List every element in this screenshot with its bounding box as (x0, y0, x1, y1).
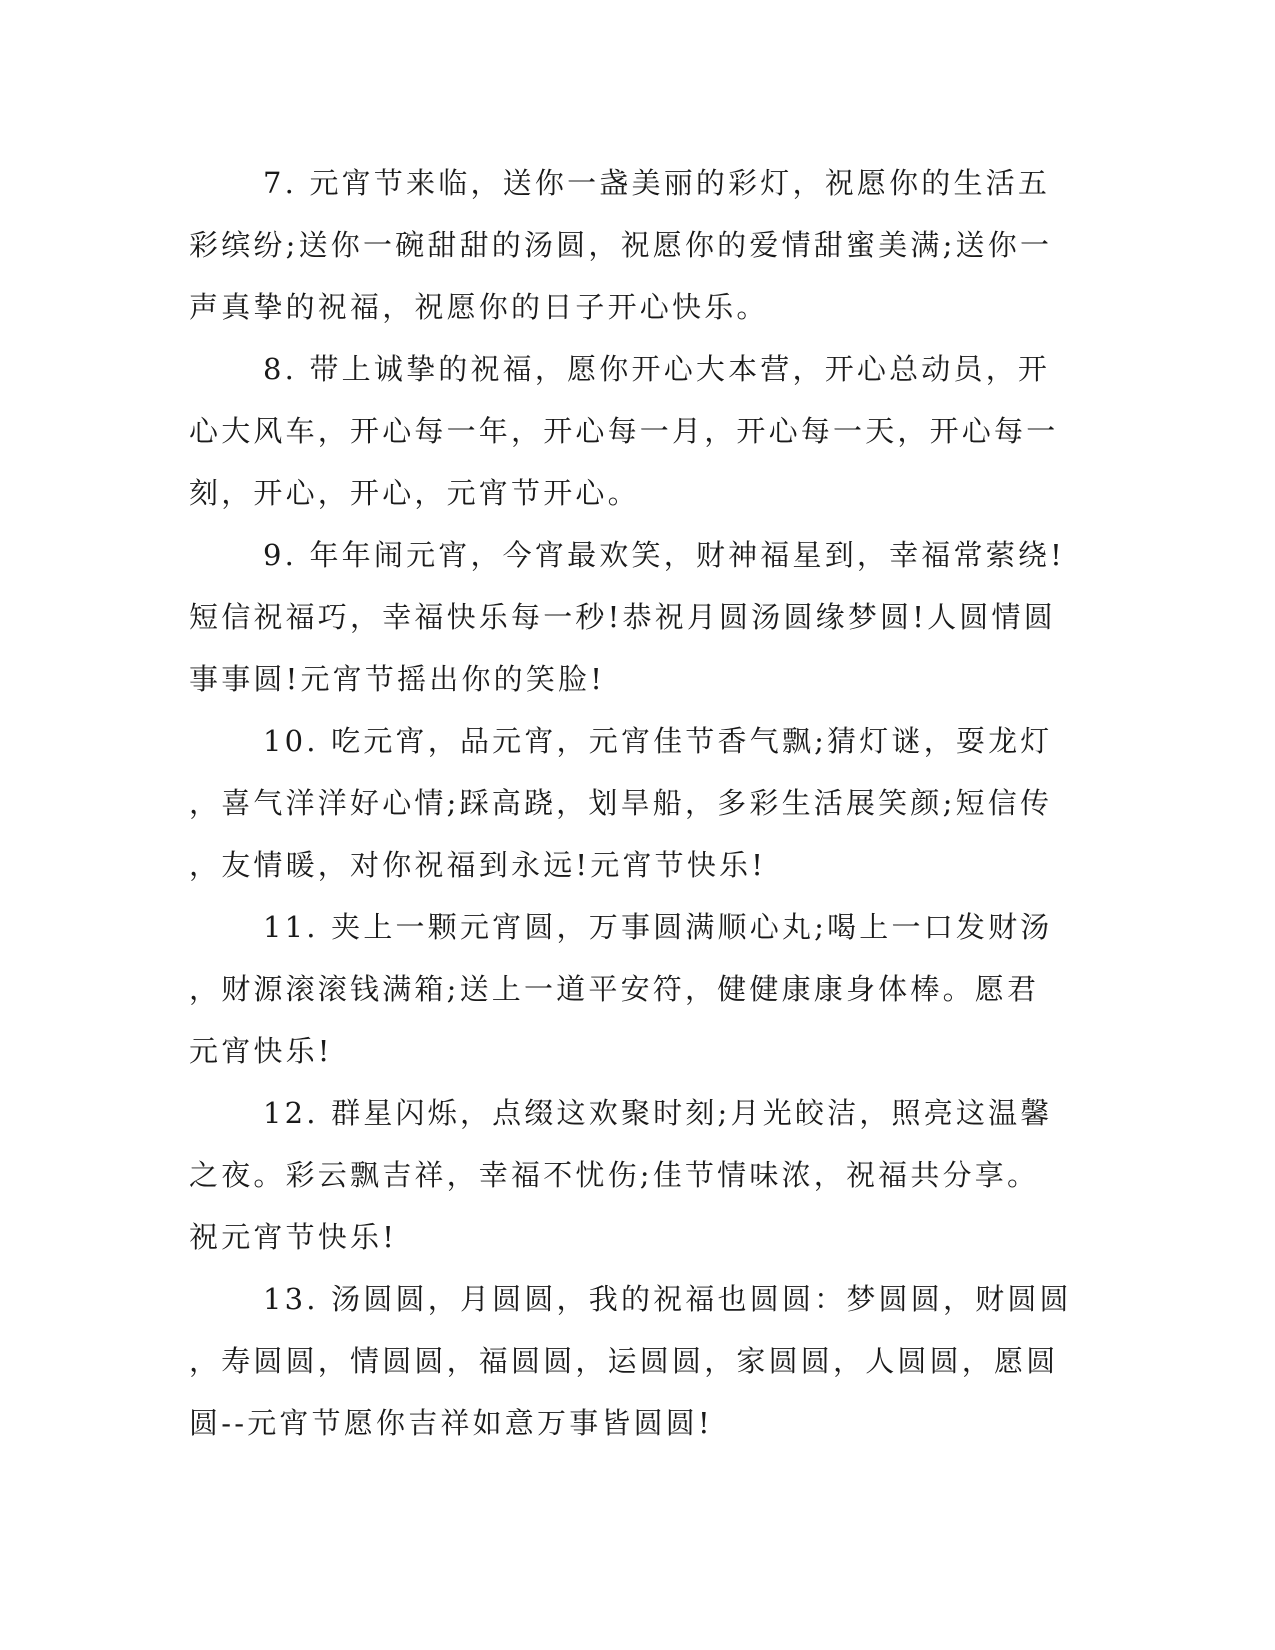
paragraph-10 (189, 710, 1089, 896)
paragraph-line: 7. 元宵节来临，送你一盏美丽的彩灯，祝愿你的生活五 (263, 166, 1051, 200)
paragraph-line: 心大风车，开心每一年，开心每一月，开心每一天，开心每一 (189, 414, 1059, 448)
paragraph-line: 彩缤纷;送你一碗甜甜的汤圆，祝愿你的爱情甜蜜美满;送你一 (189, 228, 1053, 262)
paragraph-line: ，喜气洋洋好心情;踩高跷，划旱船，多彩生活展笑颜;短信传 (189, 786, 1053, 820)
paragraph-line: 圆--元宵节愿你吉祥如意万事皆圆圆! (189, 1406, 713, 1440)
paragraph-line: 元宵快乐! (189, 1034, 333, 1068)
paragraph-line: 8. 带上诚挚的祝福，愿你开心大本营，开心总动员，开 (263, 352, 1051, 386)
paragraph-line: 短信祝福巧，幸福快乐每一秒!恭祝月圆汤圆缘梦圆!人圆情圆 (189, 600, 1056, 634)
paragraph-line: ，寿圆圆，情圆圆，福圆圆，运圆圆，家圆圆，人圆圆，愿圆 (189, 1344, 1059, 1378)
paragraph-7 (189, 152, 1089, 338)
paragraph-11 (189, 896, 1089, 1082)
paragraph-line: 10. 吃元宵，品元宵，元宵佳节香气飘;猜灯谜，耍龙灯 (263, 724, 1053, 758)
document-body (189, 152, 1089, 1454)
paragraph-line: 刻，开心，开心，元宵节开心。 (189, 476, 640, 510)
paragraph-12 (189, 1082, 1089, 1268)
paragraph-line: 之夜。彩云飘吉祥，幸福不忧伤;佳节情味浓，祝福共分享。 (189, 1158, 1040, 1192)
paragraph-line: 12. 群星闪烁，点缀这欢聚时刻;月光皎洁，照亮这温馨 (263, 1096, 1053, 1130)
paragraph-line: ，友情暖，对你祝福到永远!元宵节快乐! (189, 848, 767, 882)
paragraph-line: 祝元宵节快乐! (189, 1220, 398, 1254)
paragraph-8 (189, 338, 1089, 524)
paragraph-line: 9. 年年闹元宵，今宵最欢笑，财神福星到，幸福常萦绕! (263, 538, 1065, 572)
paragraph-line: 13. 汤圆圆，月圆圆，我的祝福也圆圆：梦圆圆，财圆圆 (263, 1282, 1072, 1316)
paragraph-13 (189, 1268, 1089, 1454)
paragraph-9 (189, 524, 1089, 710)
paragraph-line: ，财源滚滚钱满箱;送上一道平安符，健健康康身体棒。愿君 (189, 972, 1040, 1006)
paragraph-line: 声真挚的祝福，祝愿你的日子开心快乐。 (189, 290, 769, 324)
paragraph-line: 11. 夹上一颗元宵圆，万事圆满顺心丸;喝上一口发财汤 (263, 910, 1053, 944)
paragraph-line: 事事圆!元宵节摇出你的笑脸! (189, 662, 606, 696)
